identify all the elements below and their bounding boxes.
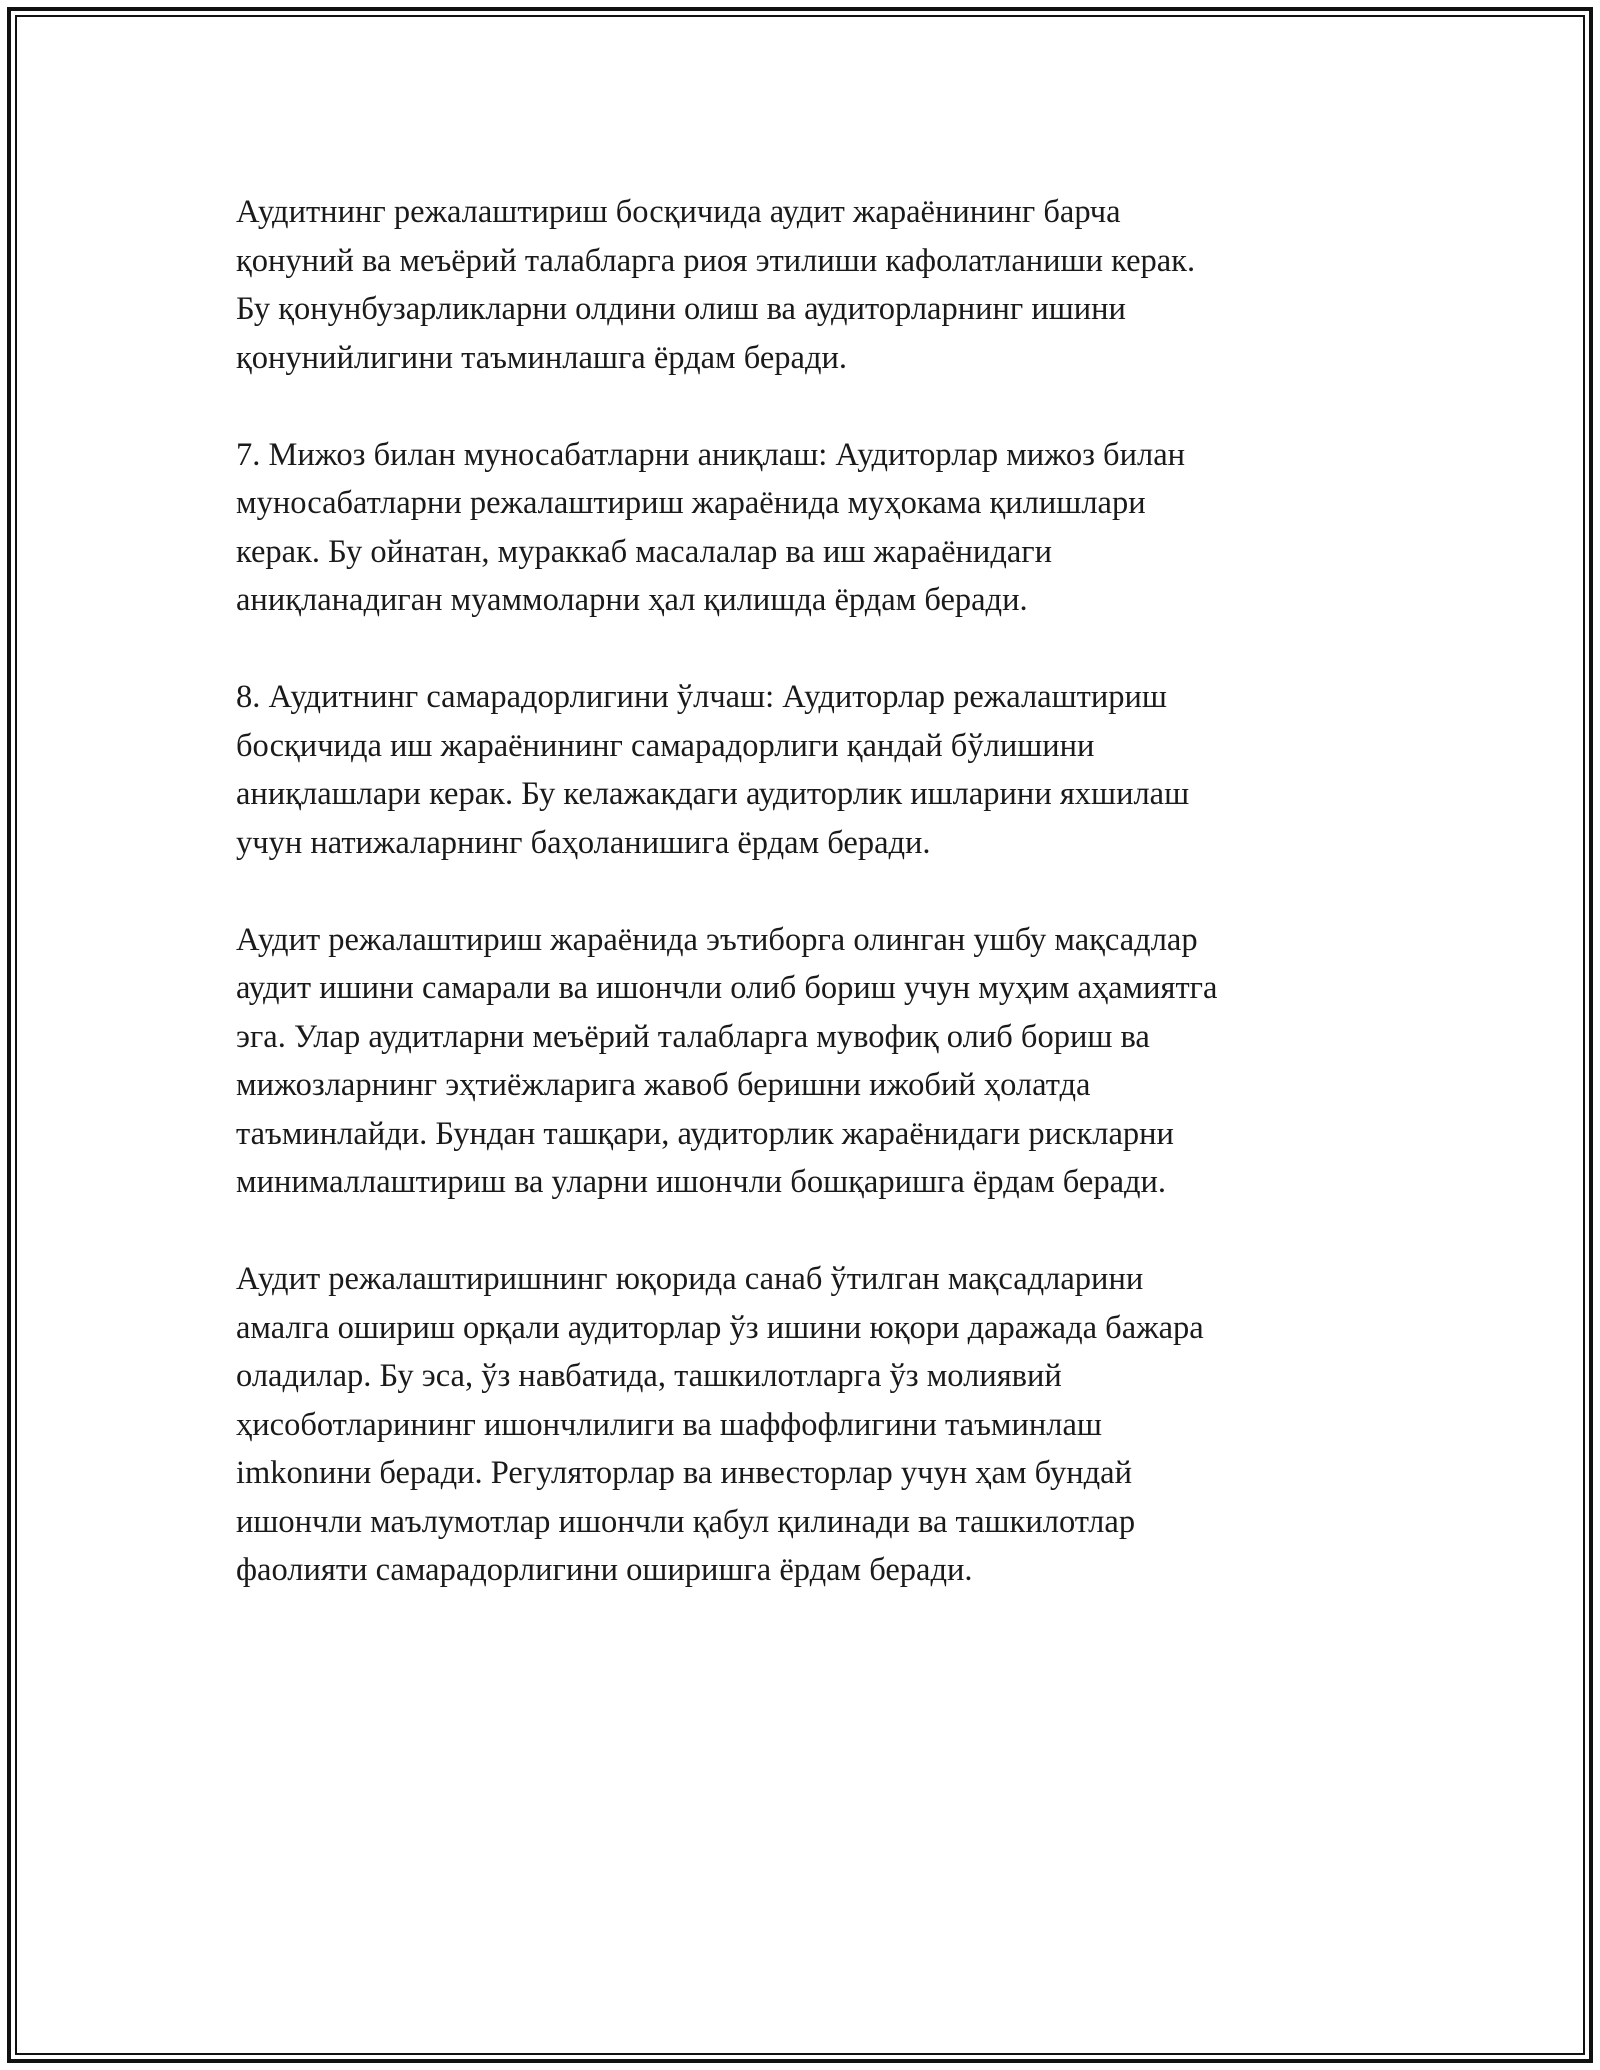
text-line: керак. Бу ойнатан, мураккаб масалалар ва иш жараёнидаги xyxy=(236,533,1053,570)
text-line: қонунийлигини таъминлашга ёрдам беради. xyxy=(236,339,847,376)
text-line: босқичида иш жараёнининг самарадорлиги қандай бўлишини xyxy=(236,727,1095,764)
text-line: эга. Улар аудитларни меъёрий талабларга мувофиқ олиб бориш ва xyxy=(236,1018,1150,1055)
text-line: Аудит режалаштириш жараёнида эътиборга олинган ушбу мақсадлар xyxy=(236,921,1198,958)
text-line: 8. Аудитнинг самарадорлигини ўлчаш: Аудиторлар режалаштириш xyxy=(236,679,1167,715)
text-line: Аудит режалаштиришнинг юқорида санаб ўтилган мақсадларини xyxy=(236,1261,1144,1297)
text-line: фаолияти самарадорлигини оширишга ёрдам беради. xyxy=(236,1552,973,1588)
text-line: imkonини беради. Регуляторлар ва инвесторлар учун ҳам бундай xyxy=(236,1455,1132,1491)
document-body xyxy=(236,188,1376,1643)
text-line: учун натижаларнинг баҳоланишига ёрдам беради. xyxy=(236,824,931,861)
text-line: мижозларнинг эҳтиёжларига жавоб беришни ижобий ҳолатда xyxy=(236,1067,1091,1103)
text-line: Бу қонунбузарликларни олдини олиш ва аудиторларнинг ишини xyxy=(236,291,1126,327)
text-line: оладилар. Бу эса, ўз навбатида, ташкилотларга ўз молиявий xyxy=(236,1358,1062,1394)
paragraph-intro xyxy=(236,188,1376,382)
text-line: қонуний ва меъёрий талабларга риоя этилиши кафолатланиши керак. xyxy=(236,242,1196,279)
paragraph-item-8 xyxy=(236,673,1376,867)
text-line: аниқланадиган муаммоларни ҳал қилишда ёрдам беради. xyxy=(236,582,1028,618)
text-line: минималлаштириш ва уларни ишончли бошқаришга ёрдам беради. xyxy=(236,1164,1167,1200)
text-line: Аудитнинг режалаштириш босқичида аудит жараёнининг барча xyxy=(236,194,1121,230)
text-line: ҳисоботларининг ишончлилиги ва шаффофлигини таъминлаш xyxy=(236,1406,1102,1443)
text-line: аниқлашлари керак. Бу келажакдаги аудиторлик ишларини яхшилаш xyxy=(236,776,1190,812)
paragraph-summary xyxy=(236,916,1376,1207)
text-line: амалга ошириш орқали аудиторлар ўз ишини юқори даражада бажара xyxy=(236,1309,1204,1346)
text-line: ишончли маълумотлар ишончли қабул қилинади ва ташкилотлар xyxy=(236,1503,1136,1540)
paragraph-item-7 xyxy=(236,431,1376,625)
text-line: 7. Мижоз билан муносабатларни аниқлаш: Аудиторлар мижоз билан xyxy=(236,436,1186,473)
paragraph-conclusion xyxy=(236,1255,1376,1595)
text-line: муносабатларни режалаштириш жараёнида муҳокама қилишлари xyxy=(236,485,1146,521)
text-line: аудит ишини самарали ва ишончли олиб бориш учун муҳим аҳамиятга xyxy=(236,970,1218,1006)
text-line: таъминлайди. Бундан ташқари, аудиторлик жараёнидаги рискларни xyxy=(236,1115,1174,1152)
